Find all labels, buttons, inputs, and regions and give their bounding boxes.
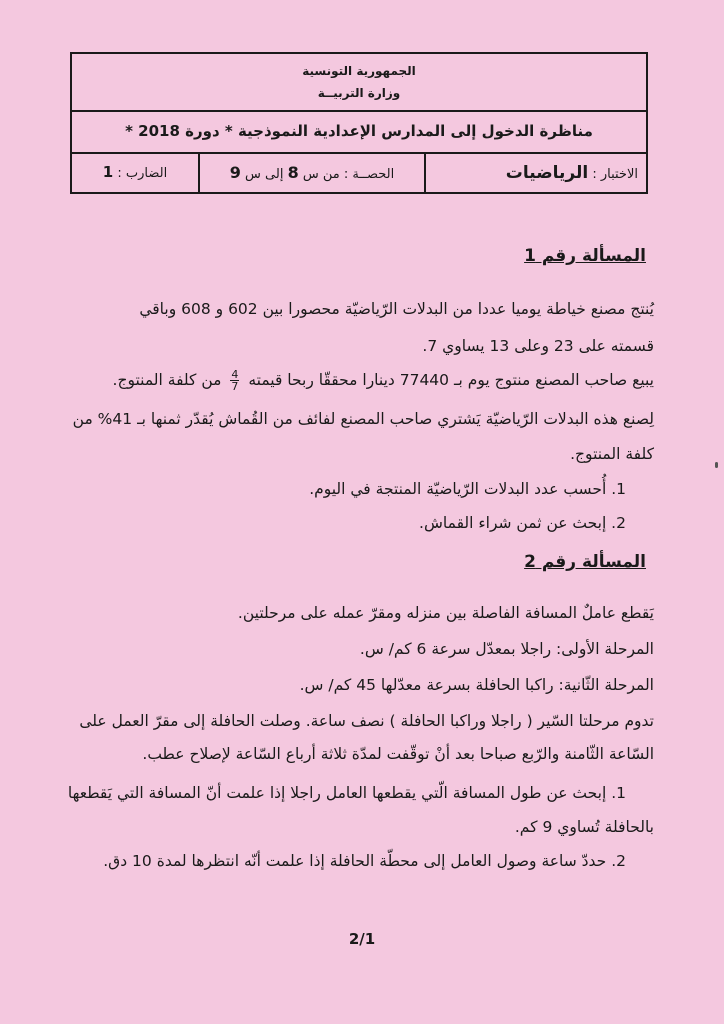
ministry-label: وزارة التربيــة [317,86,401,100]
session-from: 8 [287,163,299,182]
exam-header-box [70,52,648,194]
problem2-details-line1: تدوم مرحلتا السّير ( راجلا وراكبا الحافلة ) نصف ساعة. وصلت الحافلة إلى مقرّ العمل على [79,712,654,730]
republic-label: الجمهورية التونسية [302,64,416,78]
header-info-row [72,154,646,192]
coefficient-value: 1 [102,163,114,181]
problem1-question1: 1. أُحسب عدد البدلات الرّياضيّة المنتجة في اليوم. [309,480,626,498]
problem2-question2: 2. حددّ ساعة وصول العامل إلى محطّة الحافلة إذا علمت أنّه انتظرها لمدة 10 دق. [103,852,626,870]
subject-label: الاختبار : [592,167,638,182]
problem1-title: المسألة رقم 1 [524,246,646,266]
session-label: الحصــة : من س [302,167,395,182]
problem2-stage1: المرحلة الأولى: راجلا بمعدّل سرعة 6 كم/ س. [359,640,654,658]
problem2-details-line2: السّاعة الثّامنة والرّبع صباحا بعد أنْ توقّفت لمدّة ثلاثة أرباع السّاعة لإصلاح عطب. [142,745,654,763]
header-competition [72,112,646,154]
problem1-fabric-line1: لِصنع هذه البدلات الرّياضيّة يَشتري صاحب المصنع لفائف من القُماش يُقدّر ثمنها بـ 41% من [72,410,654,428]
problem1-question2: 2. إبحث عن ثمن شراء القماش. [419,514,626,532]
coefficient-label: الضارب : [117,166,168,181]
problem1-sale-line [50,369,654,392]
problem2-stage2: المرحلة الثّانية: راكبا الحافلة بسرعة معدّلها 45 كم/ س. [299,676,654,694]
session-to: 9 [229,163,241,182]
problem2-question1-line2: بالحافلة تُساوي 9 كم. [514,818,654,836]
fraction-numerator: 4 [231,368,239,381]
problem2-question1-line1: 1. إبحث عن طول المسافة الّتي يقطعها العامل راجلا إذا علمت أنّ المسافة التي يَقطعها [67,784,626,802]
problem1-fabric-line2: كلفة المنتوج. [570,445,654,463]
scan-speck [715,462,718,468]
problem2-title: المسألة رقم 2 [524,552,646,572]
problem1-statement-line2: قسمته على 23 وعلى 13 يساوي 7. [422,337,654,355]
coefficient-cell [72,154,198,192]
sale-text-after: من كلفة المنتوج. [112,371,222,389]
session-cell [198,154,424,192]
subject-cell [424,154,646,192]
fraction-denominator: 7 [231,380,239,393]
session-to-label: إلى س [245,167,284,182]
fraction [230,369,239,392]
page-number: 2/1 [348,930,376,948]
header-authority [72,54,646,112]
subject-value: الرياضيات [505,163,589,183]
problem1-statement-line1: يُنتج مصنع خياطة يوميا عددا من البدلات الرّياضيّة محصورا بين 602 و 608 وباقي [139,300,654,318]
competition-title: مناظرة الدخول إلى المدارس الإعدادية النموذجية * دورة 2018 * [125,122,593,140]
problem2-intro: يَقطع عاملٌ المسافة الفاصلة بين منزله ومقرّ عمله على مرحلتين. [237,604,654,622]
sale-text-before: يبيع صاحب المصنع منتوج يوم بـ 77440 دينارا محققّا ربحا قيمته [248,371,654,389]
